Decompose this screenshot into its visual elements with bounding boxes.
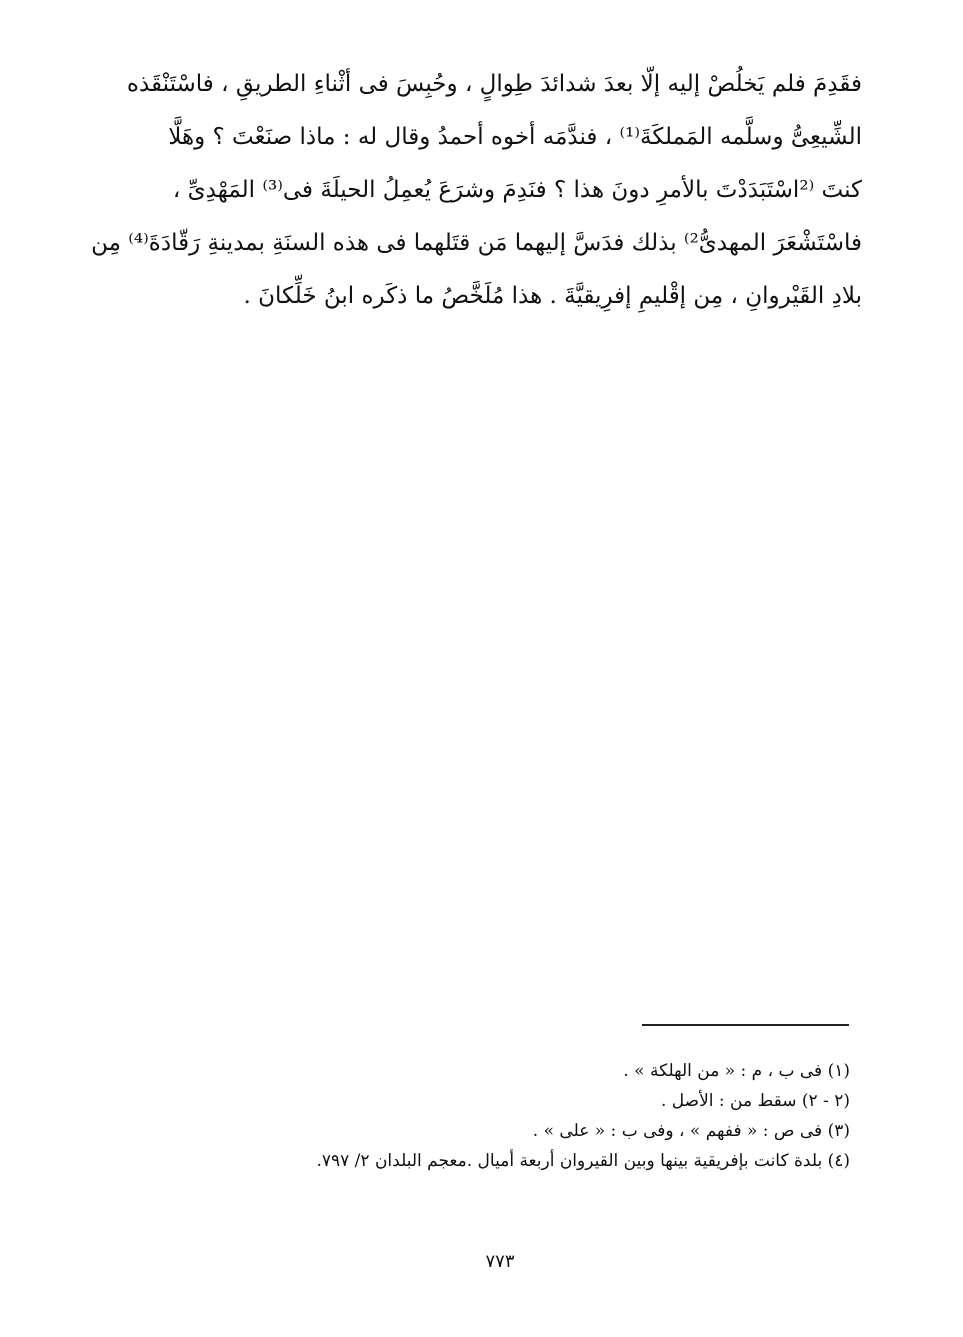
main-text-line: فقَدِمَ فلم يَخلُصْ إليه إلّا بعدَ شدائدَ طِوالٍ ، وحُبِسَ فى أثْناءِ الطريقِ ، فاسْتَنْقَذه <box>126 71 862 97</box>
main-text-line: فاسْتَشْعَرَ المهدىُّ²⁾ بذلك فدَسَّ إليهما مَن قتَلهما فى هذه السنَةِ بمدينةِ رَقّادَةَ⁽⁴⁾ مِن <box>91 230 862 256</box>
footnote-3: (٣) فى ص : « ففهم » ، وفى ب : « على » . <box>532 1121 850 1141</box>
footnote-1: (١) فى ب ، م : « من الهلكة » . <box>623 1061 850 1081</box>
footnote-4: (٤) بلدة كانت بإفريقية بينها وبين القيروان أربعة أميال .معجم البلدان ٢/ ٧٩٧. <box>316 1151 850 1171</box>
main-text-block <box>91 70 862 335</box>
page-number: ٧٧٣ <box>485 1251 515 1272</box>
footnote-separator <box>642 1024 849 1026</box>
footnotes-block <box>240 1060 850 1180</box>
main-text-line: كنتَ ⁽²اسْتَبَدَدْتَ بالأمرِ دونَ هذا ؟ فنَدِمَ وشرَعَ يُعمِلُ الحيلَةَ فى⁽³⁾ المَهْدِىِّ ، <box>172 177 862 203</box>
footnote-2: (٢ - ٢) سقط من : الأصل . <box>660 1091 850 1111</box>
main-text-line: الشِّيعِىُّ وسلَّمه المَملكَةَ⁽¹⁾ ، فندَّمَه أخوه أحمدُ وقال له : ماذا صنَعْتَ ؟ وهَلَّا <box>168 124 862 150</box>
main-text-line: بلادِ القَيْروانِ ، مِن إقْليمِ إفرِيقيَّةَ . هذا مُلَخَّصُ ما ذكَره ابنُ خَلِّكانَ . <box>243 283 862 309</box>
